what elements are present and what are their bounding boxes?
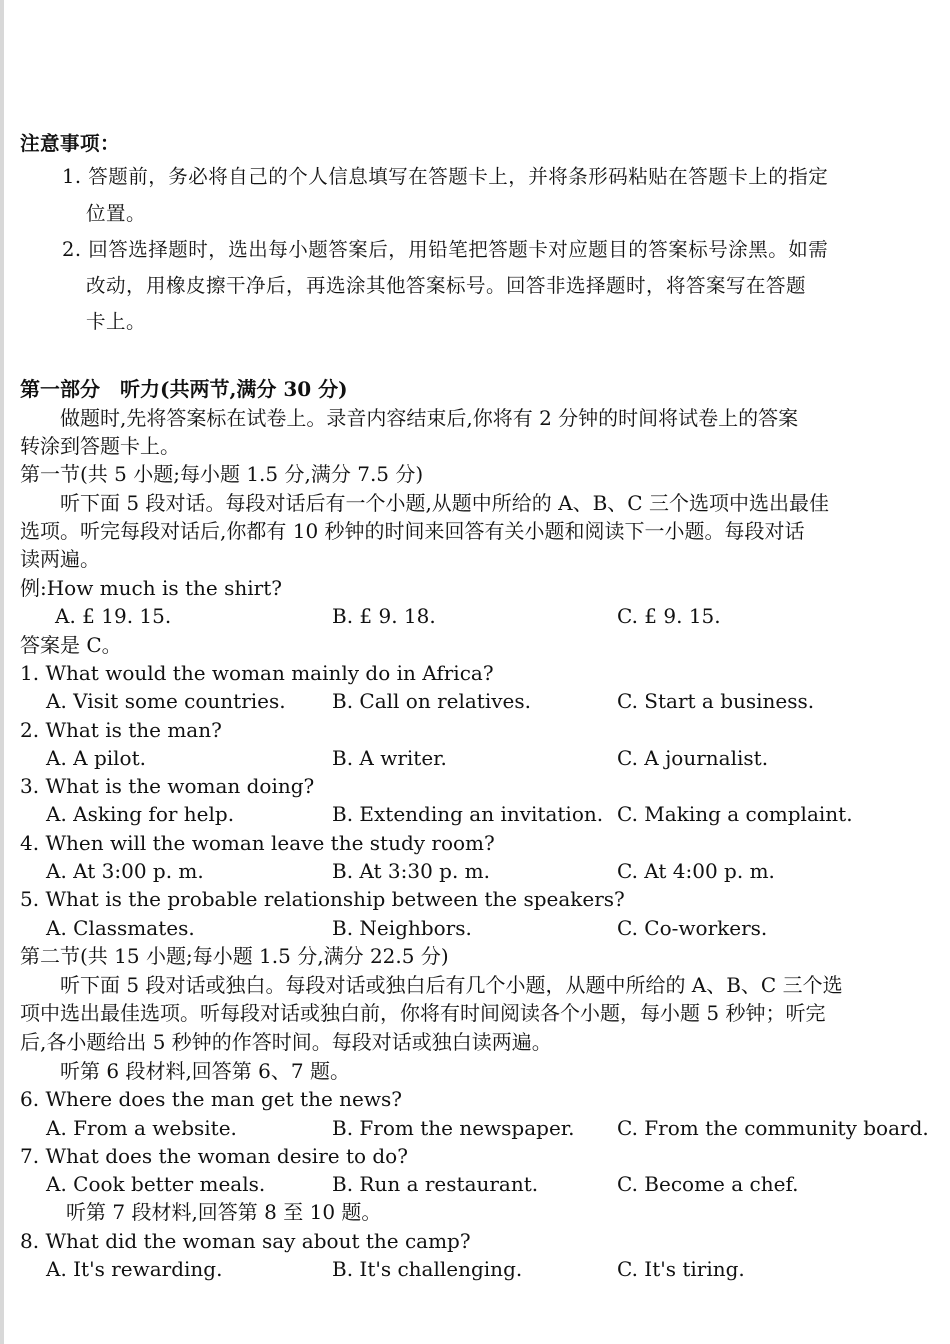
- question-8-option-b: B. It's challenging.: [332, 1257, 523, 1281]
- part1-instruction-line-2: 转涂到答题卡上。: [20, 434, 180, 458]
- notice-item-1-line-1: 1. 答题前，务必将自己的个人信息填写在答题卡上，并将条形码粘贴在答题卡上的指定: [62, 165, 829, 188]
- example-option-b: B. £ 9. 18.: [332, 604, 436, 628]
- question-4-option-a: A. At 3:00 p. m.: [46, 859, 204, 883]
- question-1-option-c: C. Start a business.: [617, 689, 815, 713]
- question-2-option-a: A. A pilot.: [46, 746, 146, 770]
- notice-item-2-line-1: 2. 回答选择题时，选出每小题答案后，用铅笔把答题卡对应题目的答案标号涂黑。如需: [62, 238, 829, 261]
- question-5-option-a: A. Classmates.: [46, 916, 195, 940]
- question-2: 2. What is the man?: [20, 718, 222, 742]
- section1-heading: 第一节(共 5 小题;每小题 1.5 分,满分 7.5 分): [20, 462, 424, 486]
- question-8: 8. What did the woman say about the camp?: [20, 1229, 471, 1253]
- question-7-option-a: A. Cook better meals.: [46, 1172, 266, 1196]
- question-6-option-b: B. From the newspaper.: [332, 1116, 575, 1140]
- part1-heading: 第一部分 听力(共两节,满分 30 分): [20, 377, 348, 401]
- notice-title: 注意事项：: [20, 132, 121, 155]
- question-4-option-b: B. At 3:30 p. m.: [332, 859, 491, 883]
- question-1-option-b: B. Call on relatives.: [332, 689, 531, 713]
- material-7-instruction: 听第 7 段材料,回答第 8 至 10 题。: [66, 1200, 382, 1224]
- section1-instruction-line-3: 读两遍。: [20, 547, 100, 571]
- section2-instruction-line-1: 听下面 5 段对话或独白。每段对话或独白后有几个小题，从题中所给的 A、B、C 三个选: [60, 973, 843, 997]
- scan-edge: [0, 0, 4, 1344]
- section1-instruction-line-2: 选项。听完每段对话后,你都有 10 秒钟的时间来回答有关小题和阅读下一小题。每段对话: [20, 519, 805, 543]
- section1-instruction-line-1: 听下面 5 段对话。每段对话后有一个小题,从题中所给的 A、B、C 三个选项中选出最佳: [60, 491, 829, 515]
- notice-item-2-line-2: 改动，用橡皮擦干净后，再选涂其他答案标号。回答非选择题时，将答案写在答题: [86, 274, 807, 297]
- example-question: 例:How much is the shirt?: [20, 576, 282, 600]
- question-4: 4. When will the woman leave the study room?: [20, 831, 495, 855]
- question-3-option-b: B. Extending an invitation.: [332, 802, 604, 826]
- question-1: 1. What would the woman mainly do in Africa?: [20, 661, 494, 685]
- question-7: 7. What does the woman desire to do?: [20, 1144, 408, 1168]
- example-option-a: A. £ 19. 15.: [55, 604, 172, 628]
- section2-instruction-line-2: 项中选出最佳选项。听每段对话或独白前，你将有时间阅读各个小题，每小题 5 秒钟；听完: [20, 1001, 826, 1025]
- part1-instruction-line-1: 做题时,先将答案标在试卷上。录音内容结束后,你将有 2 分钟的时间将试卷上的答案: [60, 406, 799, 430]
- question-3: 3. What is the woman doing?: [20, 774, 315, 798]
- question-5: 5. What is the probable relationship between the speakers?: [20, 887, 625, 911]
- question-8-option-a: A. It's rewarding.: [46, 1257, 223, 1281]
- notice-item-1-line-2: 位置。: [86, 202, 147, 225]
- section2-heading: 第二节(共 15 小题;每小题 1.5 分,满分 22.5 分): [20, 944, 449, 968]
- question-7-option-c: C. Become a chef.: [617, 1172, 799, 1196]
- notice-item-2-line-3: 卡上。: [86, 310, 147, 333]
- example-option-c: C. £ 9. 15.: [617, 604, 721, 628]
- question-1-option-a: A. Visit some countries.: [46, 689, 286, 713]
- question-4-option-c: C. At 4:00 p. m.: [617, 859, 775, 883]
- question-2-option-c: C. A journalist.: [617, 746, 769, 770]
- question-7-option-b: B. Run a restaurant.: [332, 1172, 539, 1196]
- question-6-option-a: A. From a website.: [46, 1116, 237, 1140]
- question-6: 6. Where does the man get the news?: [20, 1087, 402, 1111]
- question-5-option-b: B. Neighbors.: [332, 916, 472, 940]
- section2-instruction-line-3: 后,各小题给出 5 秒钟的作答时间。每段对话或独白读两遍。: [20, 1030, 552, 1054]
- question-5-option-c: C. Co-workers.: [617, 916, 768, 940]
- question-3-option-a: A. Asking for help.: [46, 802, 235, 826]
- question-8-option-c: C. It's tiring.: [617, 1257, 745, 1281]
- question-3-option-c: C. Making a complaint.: [617, 802, 853, 826]
- example-answer: 答案是 C。: [20, 633, 122, 657]
- question-6-option-c: C. From the community board.: [617, 1116, 929, 1140]
- question-2-option-b: B. A writer.: [332, 746, 447, 770]
- material-6-instruction: 听第 6 段材料,回答第 6、7 题。: [60, 1059, 350, 1083]
